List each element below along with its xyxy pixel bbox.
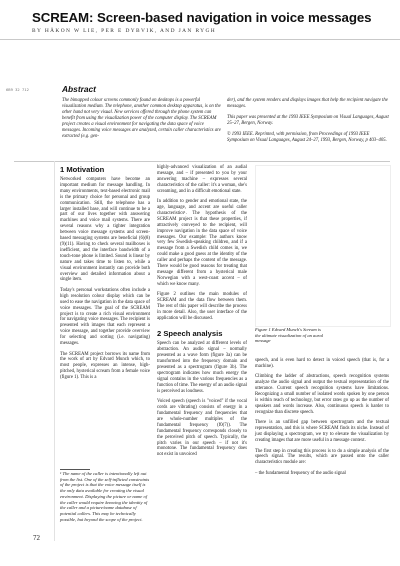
abstract-right-column (227, 98, 389, 149)
footnote: ¹ The name of the caller is intentionally left out from the list. One of the self-inflicted constraints of the project is that the voice message itself is the only data available for creating the visual environment. Displaying the picture or name of the caller would require knowing the identity of the caller and a picture/name database of potential callers. This may be technically possible, but beyond the scope of the project. (60, 471, 150, 522)
body-paragraph: Climbing the ladder of abstractions, speech recognition systems analyze the audio signal and output the textual representation of the utterance. Current speech recognition systems have limitations. Recognizing a small number of isolated words spoken by one person is within reach of technology, but error rates go up as the number of speakers and words increase. Also, continuous speech is harder to recognize than discrete speech. (255, 374, 389, 415)
body-paragraph: The first step in creating this process is to do a simple analysis of the speech signal. The results, which are passed onto the caller characteristics module are: (255, 448, 389, 466)
footnote-rule (60, 469, 90, 470)
body-column-1 (60, 165, 150, 386)
body-paragraph: highly-advanced visualization of an audial message, and – if presented to you by your answering machine – expresses several characteristics of the caller: it's a woman, she's screaming, and in a difficult emotional state. (157, 165, 247, 194)
list-item: – the fundamental frequency of the audio signal (255, 470, 346, 476)
figure-1-caption: Figure 1 Edvard Munch's Scream is the ultimate visualization of an aural message (255, 327, 324, 344)
section-heading-speech-analysis: 2 Speech analysis (157, 329, 223, 339)
body-paragraph: There is an unfilled gap between spectrogram and the textual representation, and this is where SCREAM finds its niche. Instead of just displaying a spectrogram, we try to elevate the visualization by creating images that are more useful in a message context. (255, 420, 389, 444)
body-paragraph: speech, and is even hard to detect in voiced speech (that is, for a machine). (255, 358, 389, 369)
body-paragraph: Figure 2 outlines the main modules of SCREAM and the data flow between them. The rest of this paper will describe the process in more detail. Also, the user interface of the application will be discussed. (157, 292, 247, 321)
article-authors: BY HÅKON W LIE, PER E DYBVIK, AND JAN RYGH (32, 28, 217, 34)
copyright-note: © 1993 IEEE. Reprinted, with permission, from Proceedings of 1993 IEEE Symposium on Visual Languages, August 24–27, 1993, Bergen, Norway, p 403–405. (227, 132, 387, 143)
side-tag: 6B9 32 712 (6, 87, 29, 92)
body-paragraph: Networked computers have become an important medium for message handling. In many environments, text-based electronic mail is the primary choice for personal and group communication. Still, the telephone has a larger installed base, and will continue to be a part of our lives together with answering machines and voice mail systems. There are several reasons why a tighter integration between voice message systems and screen-based messaging systems are beneficial (6)(8)(9)(11). Having to check several mailboxes is inefficient, and the interface bandwidth of a touch-tone phone is limited. Sound is linear by nature and takes time to listen to, while a visual environment instantly can provide both overview and detailed information about a single item. (60, 177, 150, 283)
page-number: 72 (33, 534, 40, 542)
header-divider (0, 39, 400, 40)
body-column-2 (157, 165, 247, 463)
body-paragraph: Speech can be analyzed at different levels of abstraction. An audio signal – normally presented as a wave form (figure 3a) can be transformed into the frequency domain and presented as a spectrogram (figure 3b). The spectrogram indicates how much energy the signal contains in the various frequencies as a function of time. The energy of an audio signal is perceived as loudness. (157, 341, 247, 394)
figure-1-image (255, 165, 391, 327)
abstract-left-column (62, 98, 222, 145)
body-paragraph: Voiced speech (speech is "voiced" if the vocal cords are vibrating) consists of energy in a fundamental frequency and frequencies that are whole-number multiples of the fundamental frequency (f0(7)). The fundamental frequency corresponds closely to the perceived pitch of speech. Typically, the pitch varies in our speech – if not it's monotone. The fundamental frequency does not exist in unvoiced (157, 399, 247, 458)
margin-rule (54, 161, 55, 541)
article-title: SCREAM: Screen-based navigation in voice messages (32, 10, 372, 25)
body-paragraph: Today's personal workstations often include a high resolution colour display which can be used to ease the navigation in the data space of voice messages. The goal of the SCREAM project is to create a rich visual environment for navigating voice messages. The recipient is presented with images that each represent a voice message, and together provide overview for selecting and sorting (i.e. navigating) messages. (60, 287, 150, 347)
body-paragraph: The SCREAM project borrows its name from the work of art by Edvard Munch which, to most people, expresses an intense, high-pitched, hysterical scream from a female voice (figure 1). This is a (60, 351, 150, 381)
abstract-paragraph: The bimapped colour screens commonly found on desktops is a powerful visualization medium. The telephone, another common desktop apparatus, is on the other hand not very visual. New services offered through the phone system can benefit from using the visualization power of the computer display. The SCREAM project creates a visual environment for navigating the data space of voice messages. Incoming voice messages are analyzed, certain caller characteristics are extracted (e.g. gen- (62, 98, 221, 139)
abstract-paragraph: der), and the system renders and displays images that help the recipient navigate the messages. (227, 98, 388, 109)
publication-note: This paper was presented at the 1993 IEEE Symposium on Visual Languages, August 25–27, Bergen, Norway. (227, 115, 389, 126)
body-column-3 (255, 358, 389, 481)
abstract-heading: Abstract (62, 84, 96, 94)
body-paragraph: In addition to gender and emotional state, the age, language, and accent are useful caller characteristics¹. The hypothesis of the SCREAM project is that these properties, if attractively conveyed to the recipient, will improve navigation in the data space of voice messages. Our example: The authors know very few Swedish-speaking children, and if a message from a Swedish child comes in, we could make a good guess at the identity of the caller and perhaps the content of the message. There would be good reasons for treating that message different from a hysterical male Norwegian with a west-coast accent – of which we know many. (157, 199, 247, 287)
abstract-divider (14, 161, 390, 162)
section-heading-motivation: 1 Motivation (60, 165, 105, 174)
